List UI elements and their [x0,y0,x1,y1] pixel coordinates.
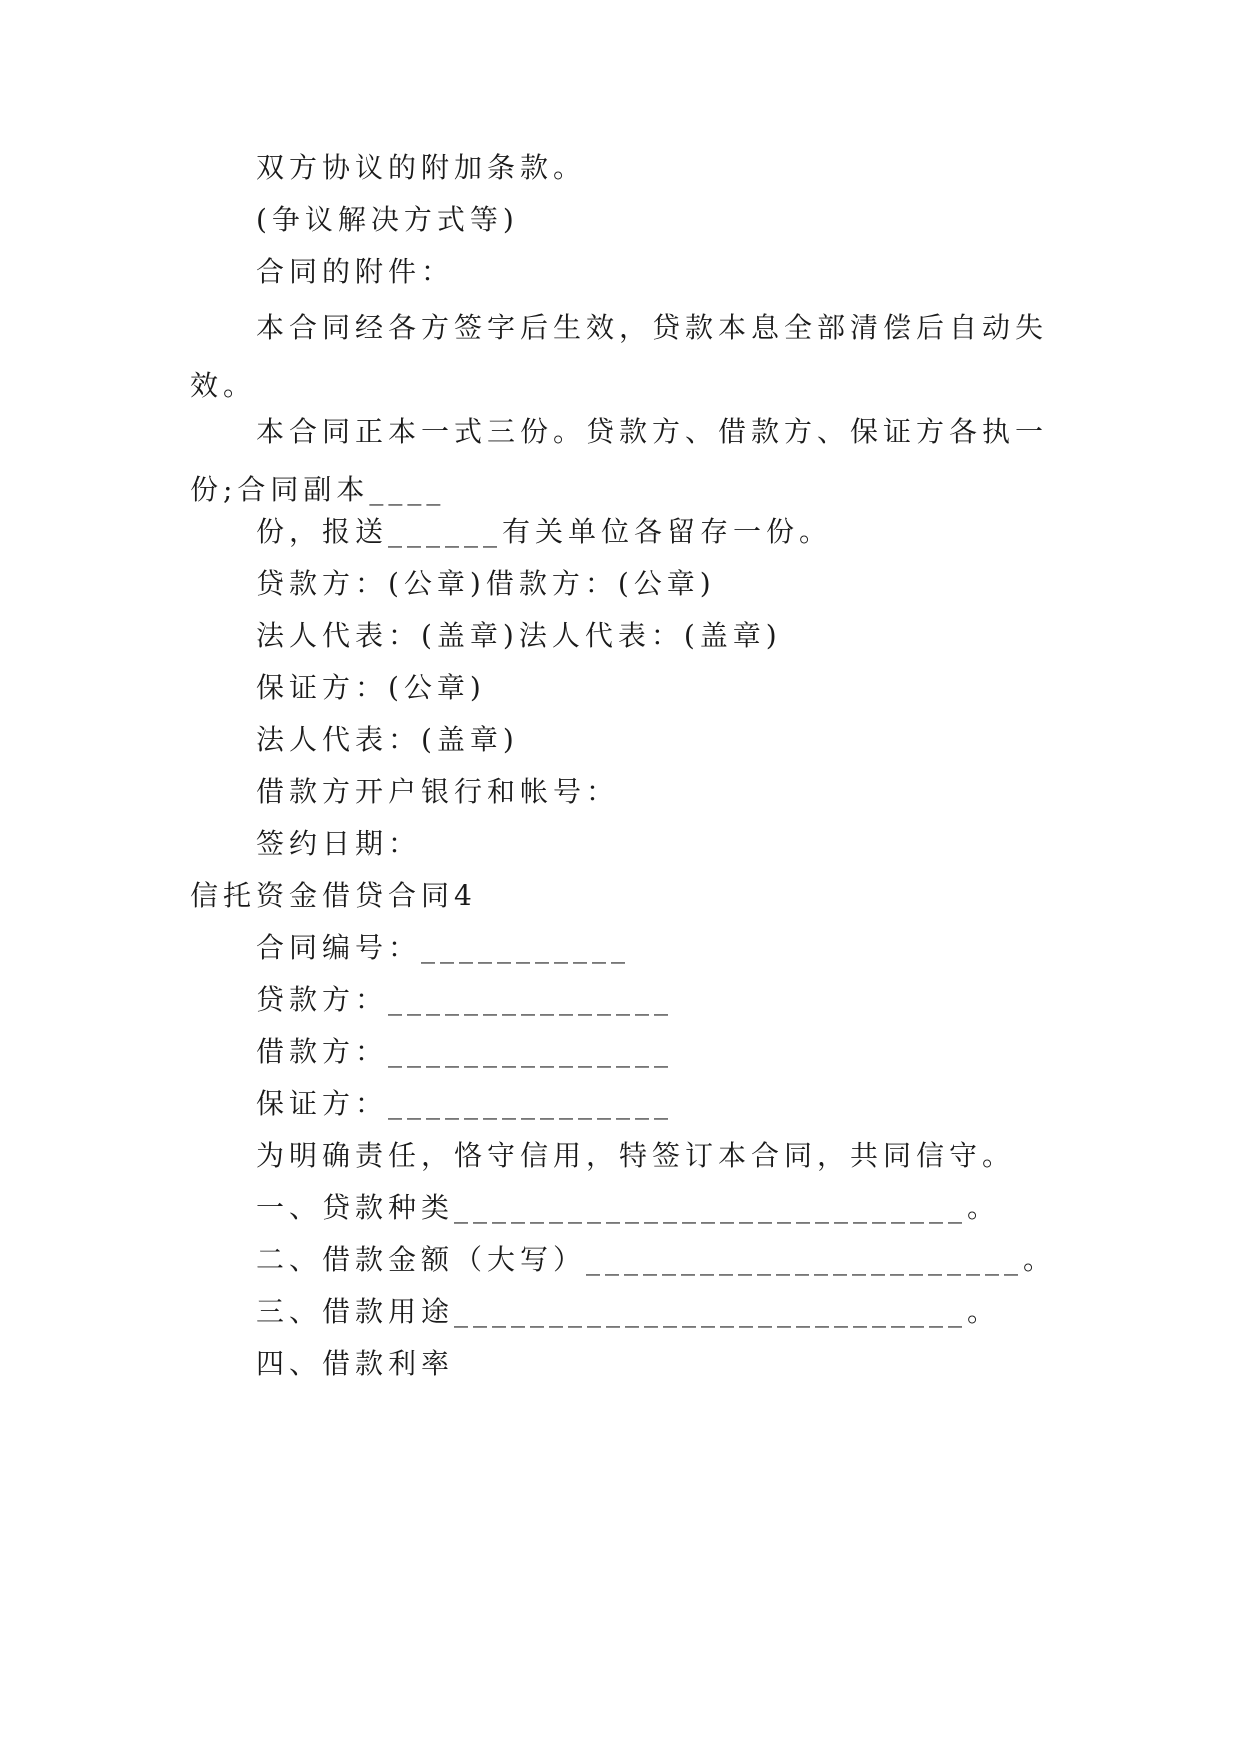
paragraph-dispute-resolution: (争议解决方式等) [256,203,519,236]
signature-lender-borrower-seal: 贷款方：(公章)借款方：(公章) [256,567,716,600]
signing-date: 签约日期： [256,827,422,860]
borrower-field: 借款方：_______________ [256,1035,674,1068]
paragraph-additional-terms: 双方协议的附加条款。 [256,151,587,184]
clause-loan-type: 一、贷款种类___________________________。 [256,1191,1001,1224]
clause-loan-purpose: 三、借款用途___________________________。 [256,1295,1001,1328]
contract-preamble: 为明确责任，恪守信用，特签订本合同，共同信守。 [256,1139,1016,1172]
paragraph-attachments: 合同的附件： [256,255,455,288]
paragraph-copies-submit: 份，报送______有关单位各留存一份。 [256,515,833,548]
signature-guarantor-seal: 保证方：(公章) [256,671,486,704]
signature-legal-reps-seal: 法人代表：(盖章)法人代表：(盖章) [256,619,782,652]
clause-interest-rate: 四、借款利率 [256,1347,455,1380]
paragraph-effective-clause: 本合同经各方签字后生效，贷款本息全部清偿后自动失效。 [190,311,1049,402]
signature-guarantor-legal-rep: 法人代表：(盖章) [256,723,519,756]
contract-number: 合同编号：___________ [256,931,631,964]
guarantor-field: 保证方：_______________ [256,1087,674,1120]
borrower-bank-account: 借款方开户银行和帐号： [256,775,620,808]
contract-title: 信托资金借贷合同4 [190,879,477,912]
clause-loan-amount: 二、借款金额（大写）_______________________。 [256,1243,1057,1276]
lender-field: 贷款方：_______________ [256,983,674,1016]
paragraph-copies-clause: 本合同正本一式三份。贷款方、借款方、保证方各执一份;合同副本____ [190,415,1049,506]
